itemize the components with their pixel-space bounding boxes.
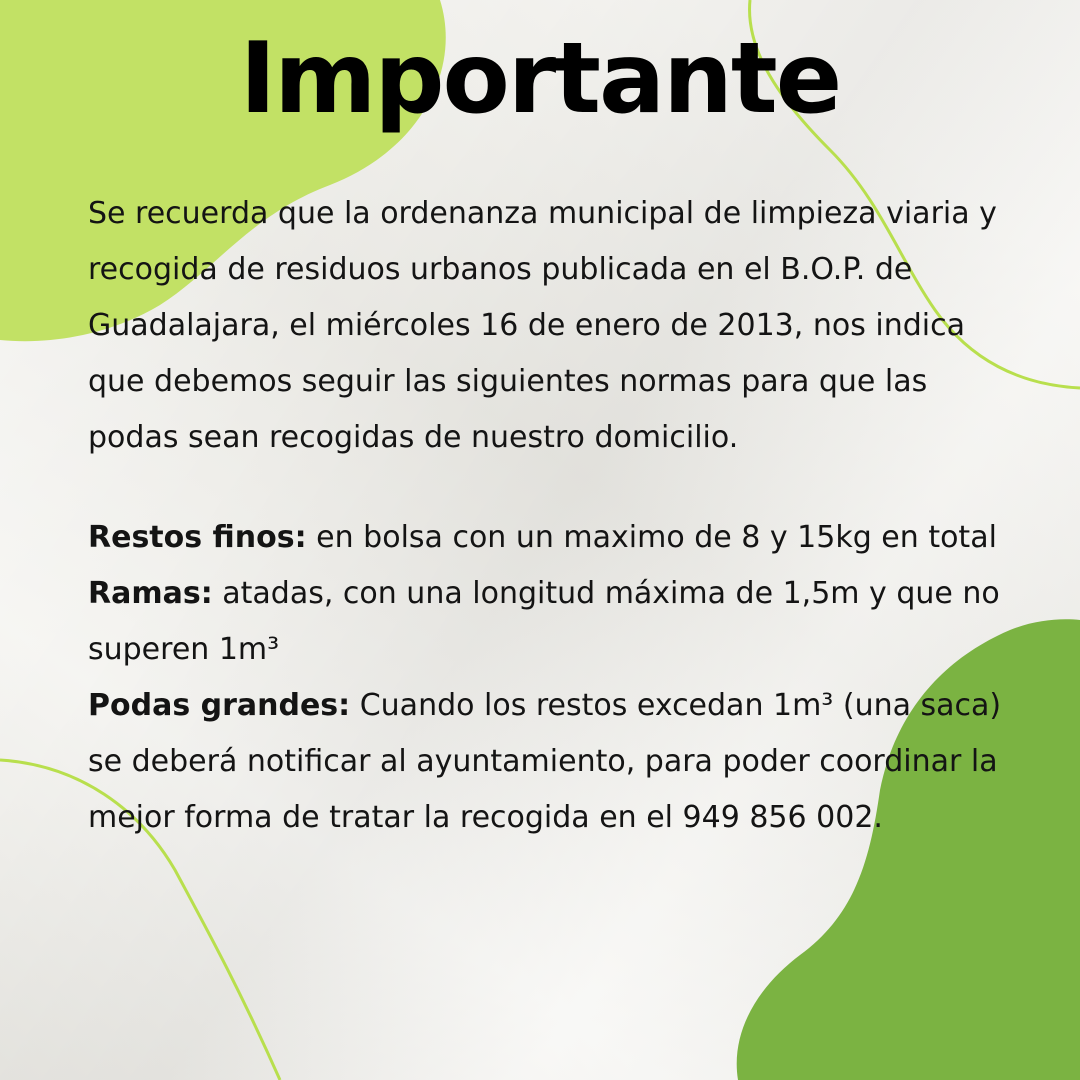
rule-podas-grandes <box>88 678 1023 846</box>
rule-restos-finos <box>88 510 1023 566</box>
rule-label: Restos finos: <box>88 520 307 555</box>
rule-text: Cuando los restos excedan 1m³ (una saca) se deberá notificar al ayuntamiento, para poder coordinar la mejor forma de tratar la recogida en el 949 856 002. <box>88 688 1002 835</box>
page-title: Importante <box>239 22 841 136</box>
rule-text: atadas, con una longitud máxima de 1,5m y que no superen 1m³ <box>88 576 1000 667</box>
rule-label: Ramas: <box>88 576 213 611</box>
rule-ramas <box>88 566 1023 678</box>
intro-paragraph: Se recuerda que la ordenanza municipal de limpieza viaria y recogida de residuos urbanos publicada en el B.O.P. de Guadalajara, el miércoles 16 de enero de 2013, nos indica que debemos seguir las siguientes normas para que las podas sean recogidas de nuestro domicilio. <box>88 196 997 455</box>
rule-label: Podas grandes: <box>88 688 351 723</box>
rule-text: en bolsa con un maximo de 8 y 15kg en total <box>316 520 997 555</box>
notice-content <box>88 186 1023 846</box>
